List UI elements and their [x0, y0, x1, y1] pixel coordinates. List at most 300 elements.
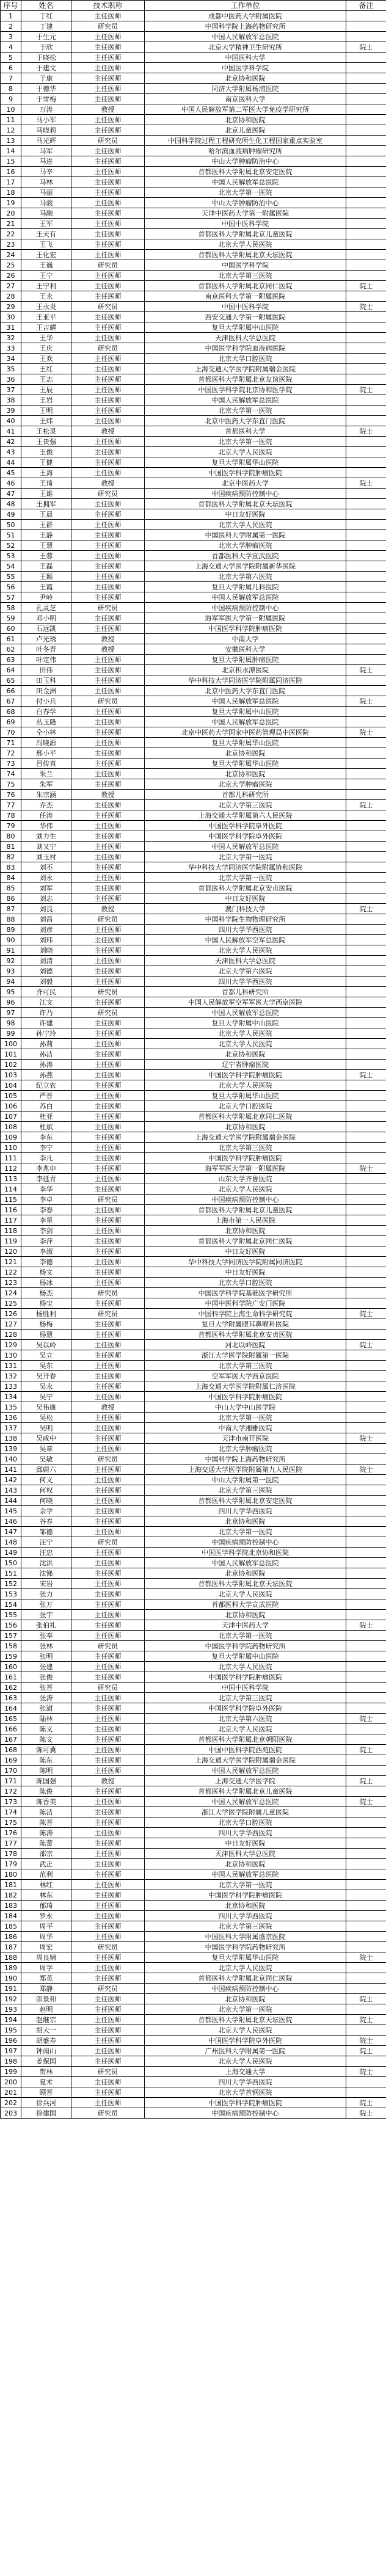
- cell-note: 院士: [346, 1309, 386, 1319]
- cell-name: 陈俊: [21, 1786, 71, 1797]
- cell-note: [346, 852, 386, 862]
- cell-note: [346, 2056, 386, 2067]
- table-row: [1, 1942, 386, 1952]
- table-row: [1, 997, 386, 1008]
- cell-note: [346, 956, 386, 966]
- cell-name: 张宇: [21, 1610, 71, 1620]
- table-row: [1, 1984, 386, 1994]
- cell-note: [346, 1278, 386, 1288]
- cell-note: [346, 94, 386, 104]
- cell-note: [346, 489, 386, 499]
- cell-number: 126: [1, 1309, 21, 1319]
- cell-name: 吴松: [21, 1413, 71, 1423]
- cell-unit: 中国医学科学院: [145, 63, 346, 73]
- cell-title: 教授: [71, 104, 145, 115]
- cell-title: 研究员: [71, 1195, 145, 1205]
- cell-number: 94: [1, 977, 21, 987]
- cell-number: 117: [1, 1215, 21, 1226]
- cell-number: 120: [1, 1246, 21, 1257]
- cell-title: 主任医师: [71, 1672, 145, 1683]
- cell-name: 汪宁: [21, 1537, 71, 1548]
- cell-name: 邹德: [21, 1527, 71, 1537]
- cell-note: [346, 1901, 386, 1911]
- cell-title: 研究员: [71, 696, 145, 707]
- cell-note: [346, 1869, 386, 1880]
- cell-number: 89: [1, 925, 21, 935]
- cell-title: 主任医师: [71, 925, 145, 935]
- table-row: [1, 1257, 386, 1267]
- table-row: [1, 1330, 386, 1340]
- table-row: [1, 572, 386, 582]
- cell-unit: 北京大学肿瘤医院: [145, 540, 346, 551]
- column-header-title: 技术职称: [71, 1, 145, 11]
- cell-number: 69: [1, 717, 21, 727]
- cell-number: 116: [1, 1205, 21, 1215]
- cell-title: 主任医师: [71, 42, 145, 53]
- cell-title: 主任医师: [71, 208, 145, 219]
- column-header-number: 序号: [1, 1, 21, 11]
- cell-title: 主任医师: [71, 1319, 145, 1330]
- cell-number: 38: [1, 395, 21, 406]
- table-row: [1, 1994, 386, 2004]
- table-row: [1, 1817, 386, 1828]
- cell-unit: 四川大学华西医院: [145, 1828, 346, 1838]
- cell-name: 赵明: [21, 2004, 71, 2015]
- cell-name: 李华: [21, 1184, 71, 1195]
- cell-name: 华伟: [21, 821, 71, 831]
- column-header-unit: 工作单位: [145, 1, 346, 11]
- header-row: [1, 1, 386, 11]
- cell-title: 研究员: [71, 1008, 145, 1018]
- cell-note: [346, 561, 386, 572]
- cell-note: [346, 63, 386, 73]
- cell-unit: 中国医学科学院阜外医院: [145, 1703, 346, 1714]
- cell-number: 164: [1, 1703, 21, 1714]
- cell-note: [346, 1205, 386, 1215]
- cell-title: 主任医师: [71, 374, 145, 385]
- table-row: [1, 333, 386, 343]
- cell-title: 主任医师: [71, 686, 145, 696]
- cell-note: [346, 1298, 386, 1309]
- cell-unit: 复旦大学附属华山医院: [145, 1952, 346, 1963]
- cell-unit: 中日友好医院: [145, 893, 346, 904]
- cell-number: 153: [1, 1589, 21, 1599]
- cell-title: 主任医师: [71, 1433, 145, 1444]
- cell-unit: 四川大学华西医院: [145, 925, 346, 935]
- cell-unit: 首都儿科研究所: [145, 790, 346, 800]
- cell-name: 胡盛寿: [21, 2036, 71, 2046]
- cell-unit: 北京大学肿瘤医院: [145, 779, 346, 790]
- table-row: [1, 1319, 386, 1330]
- cell-title: 主任医师: [71, 53, 145, 63]
- cell-number: 7: [1, 73, 21, 84]
- table-row: [1, 1548, 386, 1558]
- cell-note: [346, 945, 386, 956]
- cell-name: 王海: [21, 468, 71, 478]
- cell-unit: 首都医科大学附属北京同仁医院: [145, 1973, 346, 1984]
- cell-title: 主任医师: [71, 1807, 145, 1817]
- table-row: [1, 1091, 386, 1101]
- cell-title: 主任医师: [71, 2087, 145, 2098]
- cell-note: 院士: [346, 2046, 386, 2056]
- cell-note: [346, 2025, 386, 2036]
- cell-note: [346, 1734, 386, 1745]
- cell-number: 142: [1, 1475, 21, 1485]
- cell-unit: 中国医学科学院肿瘤医院: [145, 624, 346, 634]
- cell-unit: 北京大学口腔医院: [145, 1817, 346, 1828]
- cell-note: [346, 987, 386, 997]
- cell-title: 主任医师: [71, 1267, 145, 1278]
- cell-title: 主任医师: [71, 1174, 145, 1184]
- cell-title: 主任医师: [71, 1049, 145, 1060]
- cell-name: 徐建国: [21, 2108, 71, 2119]
- cell-name: 王磊: [21, 561, 71, 572]
- cell-note: [346, 1558, 386, 1568]
- cell-number: 28: [1, 291, 21, 302]
- cell-unit: 中国人民解放军第二军医大学免疫学研究所: [145, 104, 346, 115]
- cell-note: [346, 104, 386, 115]
- table-row: [1, 1122, 386, 1132]
- cell-unit: 中国中医科学院: [145, 1683, 346, 1693]
- cell-unit: 中国人民解放军总医院: [145, 717, 346, 727]
- cell-note: [346, 1485, 386, 1496]
- table-row: [1, 1776, 386, 1786]
- cell-number: 84: [1, 873, 21, 883]
- cell-title: 主任医师: [71, 11, 145, 21]
- table-row: [1, 416, 386, 426]
- cell-name: 刘志: [21, 893, 71, 904]
- cell-title: 主任医师: [71, 592, 145, 603]
- cell-number: 149: [1, 1548, 21, 1558]
- cell-unit: 北京协和医院: [145, 1994, 346, 2004]
- cell-title: 主任医师: [71, 1444, 145, 1454]
- table-row: [1, 136, 386, 146]
- cell-note: [346, 1693, 386, 1703]
- column-header-note: 备注: [346, 1, 386, 11]
- table-row: [1, 2015, 386, 2025]
- cell-name: 王吉耀: [21, 322, 71, 333]
- cell-note: [346, 592, 386, 603]
- table-row: [1, 1039, 386, 1049]
- cell-number: 140: [1, 1454, 21, 1464]
- cell-unit: 首都医科大学附属北京同仁医院: [145, 281, 346, 291]
- cell-number: 156: [1, 1620, 21, 1631]
- cell-note: [346, 1703, 386, 1714]
- cell-title: 研究员: [71, 1942, 145, 1952]
- cell-name: 马进: [21, 156, 71, 167]
- cell-name: 于康: [21, 73, 71, 84]
- cell-unit: 北京大学口腔医院: [145, 1101, 346, 1112]
- cell-note: [346, 1195, 386, 1205]
- table-row: [1, 1496, 386, 1506]
- cell-unit: 复旦大学附属中山医院: [145, 1018, 346, 1028]
- table-row: [1, 769, 386, 779]
- table-row: [1, 1392, 386, 1402]
- table-row: [1, 759, 386, 769]
- cell-number: 113: [1, 1174, 21, 1184]
- cell-name: 陈可冀: [21, 1745, 71, 1755]
- cell-name: 丁建: [21, 21, 71, 32]
- cell-name: 马林: [21, 177, 71, 187]
- cell-number: 65: [1, 675, 21, 686]
- cell-unit: 中南大学: [145, 634, 346, 644]
- cell-unit: 北京大学人民医院: [145, 520, 346, 530]
- cell-title: 主任医师: [71, 530, 145, 540]
- cell-number: 49: [1, 509, 21, 520]
- cell-title: 主任医师: [71, 738, 145, 748]
- cell-name: 张澍: [21, 1703, 71, 1714]
- cell-note: [346, 1475, 386, 1485]
- cell-note: 院士: [346, 2067, 386, 2077]
- cell-title: 主任医师: [71, 219, 145, 229]
- cell-name: 周学: [21, 1963, 71, 1973]
- table-row: [1, 540, 386, 551]
- cell-title: 主任医师: [71, 1568, 145, 1579]
- table-row: [1, 1371, 386, 1381]
- table-row: [1, 1911, 386, 1921]
- cell-name: 贺林: [21, 2067, 71, 2077]
- cell-title: 主任医师: [71, 2036, 145, 2046]
- cell-unit: 首都医科大学附属北京安定医院: [145, 167, 346, 177]
- cell-number: 148: [1, 1537, 21, 1548]
- cell-title: 主任医师: [71, 1786, 145, 1797]
- cell-note: [346, 447, 386, 457]
- cell-name: 李春: [21, 1205, 71, 1215]
- cell-name: 张俊: [21, 1672, 71, 1683]
- cell-unit: 北京大学第一医院: [145, 406, 346, 416]
- cell-number: 68: [1, 707, 21, 717]
- cell-number: 52: [1, 540, 21, 551]
- cell-note: [346, 437, 386, 447]
- cell-number: 57: [1, 592, 21, 603]
- cell-unit: 北京大学人民医院: [145, 1184, 346, 1195]
- table-row: [1, 2067, 386, 2077]
- cell-title: 主任医师: [71, 468, 145, 478]
- cell-name: 苏白: [21, 1101, 71, 1112]
- cell-title: 主任医师: [71, 1080, 145, 1091]
- cell-number: 128: [1, 1330, 21, 1340]
- table-row: [1, 1537, 386, 1548]
- cell-unit: 中日友好医院: [145, 509, 346, 520]
- cell-title: 教授: [71, 426, 145, 437]
- cell-number: 14: [1, 146, 21, 156]
- table-row: [1, 665, 386, 675]
- table-row: [1, 1060, 386, 1070]
- cell-note: [346, 551, 386, 561]
- cell-unit: 中南大学湘雅医院: [145, 1423, 346, 1433]
- cell-title: 主任医师: [71, 2077, 145, 2087]
- table-row: [1, 1464, 386, 1475]
- cell-unit: 中国医学科学院肿瘤医院: [145, 2098, 346, 2108]
- cell-title: 主任医师: [71, 364, 145, 374]
- table-row: [1, 1703, 386, 1714]
- table-row: [1, 198, 386, 208]
- cell-name: 王军: [21, 219, 71, 229]
- cell-title: 主任医师: [71, 291, 145, 302]
- cell-title: 主任医师: [71, 852, 145, 862]
- cell-title: 研究员: [71, 302, 145, 312]
- cell-note: [346, 759, 386, 769]
- cell-unit: 中国中医科学院: [145, 219, 346, 229]
- cell-name: 吴永: [21, 1381, 71, 1392]
- cell-number: 110: [1, 1143, 21, 1153]
- cell-name: 田玉科: [21, 675, 71, 686]
- cell-name: 陈文: [21, 1734, 71, 1745]
- cell-unit: 复旦大学附属华山医院: [145, 759, 346, 769]
- cell-name: 王炜: [21, 416, 71, 426]
- table-row: [1, 862, 386, 873]
- cell-number: 157: [1, 1631, 21, 1641]
- cell-title: 主任医师: [71, 1849, 145, 1859]
- table-row: [1, 1651, 386, 1662]
- cell-title: 主任医师: [71, 395, 145, 406]
- cell-name: 任涛: [21, 810, 71, 821]
- cell-number: 47: [1, 489, 21, 499]
- cell-unit: 中国医学科学院: [145, 260, 346, 271]
- table-row: [1, 842, 386, 852]
- cell-number: 90: [1, 935, 21, 945]
- cell-number: 147: [1, 1527, 21, 1537]
- cell-name: 王辰: [21, 385, 71, 395]
- cell-number: 137: [1, 1423, 21, 1433]
- cell-number: 186: [1, 1932, 21, 1942]
- table-row: [1, 1714, 386, 1724]
- cell-title: 主任医师: [71, 63, 145, 73]
- cell-title: 主任医师: [71, 1620, 145, 1631]
- cell-name: 王慧: [21, 540, 71, 551]
- table-row: [1, 468, 386, 478]
- cell-number: 185: [1, 1921, 21, 1932]
- cell-name: 马辛: [21, 167, 71, 177]
- cell-number: 87: [1, 904, 21, 914]
- table-row: [1, 1807, 386, 1817]
- cell-name: 于欣: [21, 42, 71, 53]
- cell-name: 陈洁: [21, 1807, 71, 1817]
- cell-unit: 中国医学科学院肿瘤医院: [145, 1153, 346, 1163]
- cell-title: 主任医师: [71, 1143, 145, 1153]
- cell-unit: 北京大学人民医院: [145, 945, 346, 956]
- cell-note: 院士: [346, 385, 386, 395]
- cell-title: 主任医师: [71, 1112, 145, 1122]
- cell-note: 院士: [346, 1952, 386, 1963]
- cell-name: 张建: [21, 1662, 71, 1672]
- cell-name: 许乃: [21, 1008, 71, 1018]
- cell-title: 主任医师: [71, 229, 145, 239]
- cell-name: 张林: [21, 1641, 71, 1651]
- cell-title: 主任医师: [71, 1413, 145, 1423]
- cell-unit: 中国医学科学院药物研究所: [145, 1942, 346, 1952]
- cell-title: 主任医师: [71, 499, 145, 509]
- cell-note: [346, 167, 386, 177]
- table-row: [1, 146, 386, 156]
- cell-name: 周宏: [21, 1942, 71, 1952]
- cell-name: 刘又宁: [21, 842, 71, 852]
- table-row: [1, 322, 386, 333]
- cell-name: 沈悌: [21, 1568, 71, 1579]
- table-row: [1, 1755, 386, 1766]
- cell-name: 叶定伟: [21, 655, 71, 665]
- cell-title: 主任医师: [71, 883, 145, 893]
- cell-number: 133: [1, 1381, 21, 1392]
- cell-note: [346, 810, 386, 821]
- table-row: [1, 603, 386, 613]
- cell-unit: 北京协和医院: [145, 1516, 346, 1527]
- cell-unit: 首都医科大学附属北京安定医院: [145, 1496, 346, 1506]
- cell-note: [346, 1599, 386, 1610]
- cell-note: 院士: [346, 904, 386, 914]
- cell-unit: 空军军医大学西京医院: [145, 1371, 346, 1381]
- cell-name: 吴咸中: [21, 1433, 71, 1444]
- cell-name: 余学: [21, 1506, 71, 1516]
- table-row: [1, 1579, 386, 1589]
- cell-unit: 广州医科大学附属第一医院: [145, 2046, 346, 2056]
- table-row: [1, 1485, 386, 1496]
- cell-name: 赵继宗: [21, 2015, 71, 2025]
- table-row: [1, 987, 386, 997]
- cell-title: 主任医师: [71, 1340, 145, 1350]
- cell-unit: 中国医学科学院北京协和医学院: [145, 385, 346, 395]
- table-row: [1, 187, 386, 198]
- cell-name: 郁琦: [21, 1901, 71, 1911]
- cell-name: 白春学: [21, 707, 71, 717]
- cell-unit: 上海交通大学医学院: [145, 1776, 346, 1786]
- cell-unit: 中国医学科学院阜外医院: [145, 821, 346, 831]
- cell-unit: 中山大学中山医学院: [145, 1402, 346, 1413]
- cell-note: [346, 1122, 386, 1132]
- table-row: [1, 1215, 386, 1226]
- cell-number: 20: [1, 208, 21, 219]
- cell-name: 王蓉: [21, 551, 71, 561]
- cell-unit: 海军军医大学第一附属医院: [145, 613, 346, 624]
- table-row: [1, 208, 386, 219]
- cell-unit: 四川大学华西医院: [145, 977, 346, 987]
- table-row: [1, 291, 386, 302]
- cell-number: 200: [1, 2077, 21, 2087]
- cell-number: 83: [1, 862, 21, 873]
- cell-number: 67: [1, 696, 21, 707]
- cell-note: [346, 21, 386, 32]
- cell-note: [346, 790, 386, 800]
- cell-number: 109: [1, 1132, 21, 1143]
- cell-title: 主任医师: [71, 1506, 145, 1516]
- cell-name: 田金洲: [21, 686, 71, 696]
- cell-number: 36: [1, 374, 21, 385]
- cell-title: 主任医师: [71, 1901, 145, 1911]
- cell-title: 主任医师: [71, 748, 145, 759]
- cell-note: [346, 509, 386, 520]
- cell-number: 51: [1, 530, 21, 540]
- cell-name: 刘丕: [21, 862, 71, 873]
- cell-number: 171: [1, 1776, 21, 1786]
- cell-name: 罗永: [21, 1911, 71, 1921]
- cell-number: 100: [1, 1039, 21, 1049]
- cell-title: 主任医师: [71, 1734, 145, 1745]
- cell-unit: 上海交通大学医学院附属瑞金医院: [145, 364, 346, 374]
- table-row: [1, 1932, 386, 1942]
- cell-unit: 中国人民解放军总医院: [145, 696, 346, 707]
- table-row: [1, 2046, 386, 2056]
- cell-number: 160: [1, 1662, 21, 1672]
- table-row: [1, 1174, 386, 1184]
- cell-unit: 华中科技大学同济医学院附属协和医院: [145, 862, 346, 873]
- cell-title: 主任医师: [71, 769, 145, 779]
- cell-number: 60: [1, 624, 21, 634]
- cell-name: 马晓莉: [21, 125, 71, 136]
- table-row: [1, 302, 386, 312]
- cell-note: [346, 624, 386, 634]
- cell-title: 主任医师: [71, 1423, 145, 1433]
- cell-title: 主任医师: [71, 1122, 145, 1132]
